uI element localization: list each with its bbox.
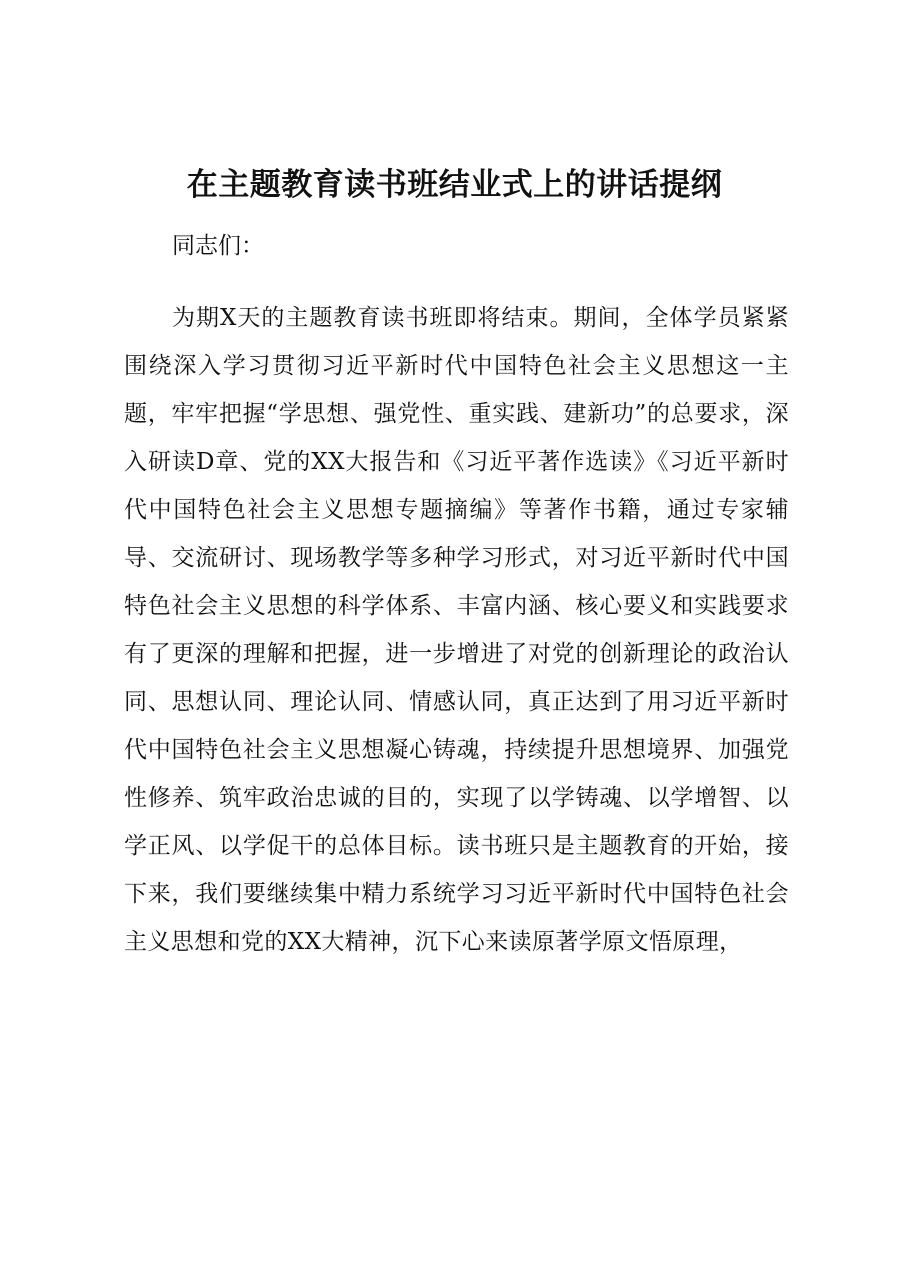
document-title: 在主题教育读书班结业式上的讲话提纲	[186, 167, 723, 203]
salutation: 同志们：	[172, 233, 264, 259]
body-paragraph: 为期X天的主题教育读书班即将结束。期间，全体学员紧紧围绕深入学习贯彻习近平新时代中国特色社会主义思想这一主题，牢牢把握“学思想、强党性、重实践、建新功”的总要求，深入研读D章、党的XX大报告和《习近平著作选读》《习近平新时代中国特色社会主义思想专题摘编》等著作书籍，通过专家辅导、交流研讨、现场教学等多种学习形式，对习近平新时代中国特色社会主义思想的科学体系、丰富内涵、核心要义和实践要求有了更深的理解和把握，进一步增进了对党的创新理论的政治认同、思想认同、理论认同、情感认同，真正达到了用习近平新时代中国特色社会主义思想凝心铸魂，持续提升思想境界、加强党性修养、筑牢政治忠诚的目的，实现了以学铸魂、以学增智、以学正风、以学促干的总体目标。读书班只是主题教育的开始，接下来，我们要继续集中精力系统学习习近平新时代中国特色社会主义思想和党的XX大精神，沉下心来读原著学原文悟原理，	[124, 305, 789, 955]
